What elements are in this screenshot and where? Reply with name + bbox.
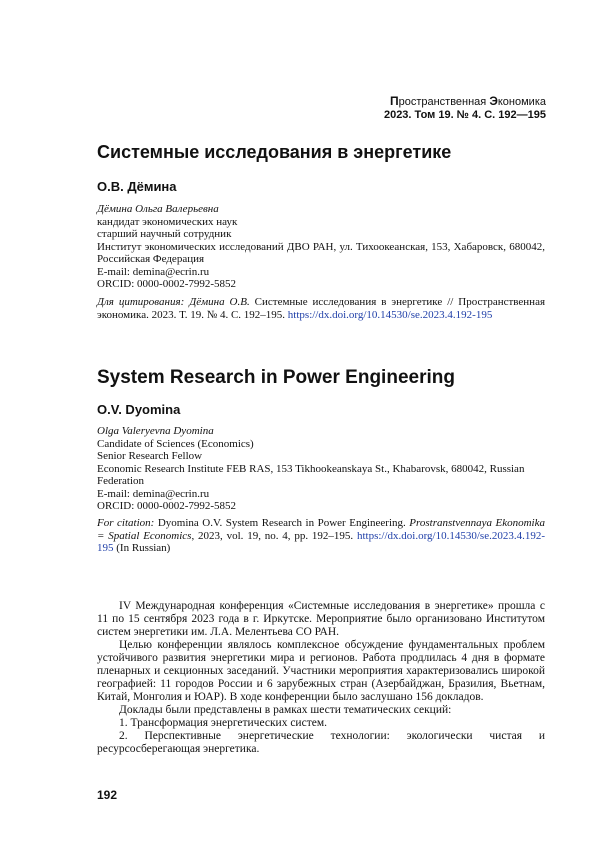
article-title-ru: Системные исследования в энергетике <box>97 142 452 162</box>
body-paragraph: Целью конференции являлось комплексное обсуждение фундаментальных проблем устойчивого развития энергетики мира и регионов. Работа продлилась 4 дня в формате пленарных и секционных заседаний. Участники мероприятия характеризовались широкой географией: 11 городов России и 6 зарубежных стран (Азербайджан, Бразилия, Вьетнам, Китай, Монголия и ЮАР). В ходе конференции было заслушано 156 докладов. <box>97 639 545 703</box>
citation-text-en: Dyomina O.V. System Research in Power Engineering. <box>154 517 410 529</box>
article-body <box>97 600 545 756</box>
author-info-ru <box>97 203 545 291</box>
citation-journal-en: Prostranstvennaya Ekonomika = Spatial Economics <box>97 517 545 542</box>
author-en: O.V. Dyomina <box>97 402 181 417</box>
journal-issue: 2023. Том 19. № 4. С. 192—195 <box>383 109 546 121</box>
author-full-name-ru: Дёмина Ольга Валерьевна <box>97 203 219 215</box>
citation-author-ru: Дёмина О.В. <box>189 296 250 308</box>
article-title-en: System Research in Power Engineering <box>97 367 455 388</box>
author-position-en: Senior Research Fellow <box>97 450 203 462</box>
citation-label-ru: Для цитирования: <box>97 296 185 308</box>
body-paragraph: Доклады были представлены в рамках шести тематических секций: <box>119 704 452 716</box>
citation-en <box>97 517 545 555</box>
citation-label-en: For citation: <box>97 517 155 529</box>
journal-header <box>384 95 546 122</box>
body-paragraph: IV Международная конференция «Системные исследования в энергетике» прошла с 11 по 15 сентября 2023 года в г. Иркутске. Мероприятие было организовано Институтом систем энергетики им. Л.А. Мелентьева СО РАН. <box>97 600 545 638</box>
author-degree-ru: кандидат экономических наук <box>97 215 238 228</box>
author-orcid-en: ORCID: 0000-0002-7992-5852 <box>97 500 237 512</box>
page-number: 192 <box>97 788 118 802</box>
author-email-ru: E-mail: demina@ecrin.ru <box>97 265 210 278</box>
citation-doi-link-ru[interactable]: https://dx.doi.org/10.14530/se.2023.4.192-195 <box>287 308 493 321</box>
citation-tail-en: (In Russian) <box>113 542 171 554</box>
author-orcid-ru: ORCID: 0000-0002-7992-5852 <box>97 278 237 290</box>
citation-text2-en: , 2023, vol. 19, no. 4, pp. 192–195. <box>191 529 357 542</box>
author-position-ru: старший научный сотрудник <box>97 228 232 240</box>
author-degree-en: Candidate of Sciences (Economics) <box>97 437 254 450</box>
section-list-item: 2. Перспективные энергетические технологии: экологически чистая и ресурсосберегающая энергетика. <box>97 730 545 755</box>
author-affiliation-ru: Институт экономических исследований ДВО РАН, ул. Тихоокеанская, 153, Хабаровск, 680042, Российская Федерация <box>97 240 545 265</box>
citation-doi-link-en[interactable]: https://dx.doi.org/10.14530/se.2023.4.192-195 <box>97 529 545 554</box>
citation-text-ru: Системные исследования в энергетике // Пространственная экономика. 2023. Т. 19. № 4. С. 192–195. <box>97 296 546 321</box>
section-list-item: 1. Трансформация энергетических систем. <box>119 717 327 729</box>
author-affiliation-en: Economic Research Institute FEB RAS, 153 Tikhookeanskaya St., Khabarovsk, 680042, Russian Federation <box>97 462 525 487</box>
citation-ru <box>97 296 545 321</box>
journal-name: Пространственная Экономика <box>389 94 546 108</box>
author-full-name-en: Olga Valeryevna Dyomina <box>97 425 214 437</box>
author-ru: О.В. Дёмина <box>97 179 177 194</box>
author-info-en <box>97 425 545 513</box>
author-email-en: E-mail: demina@ecrin.ru <box>97 487 210 500</box>
